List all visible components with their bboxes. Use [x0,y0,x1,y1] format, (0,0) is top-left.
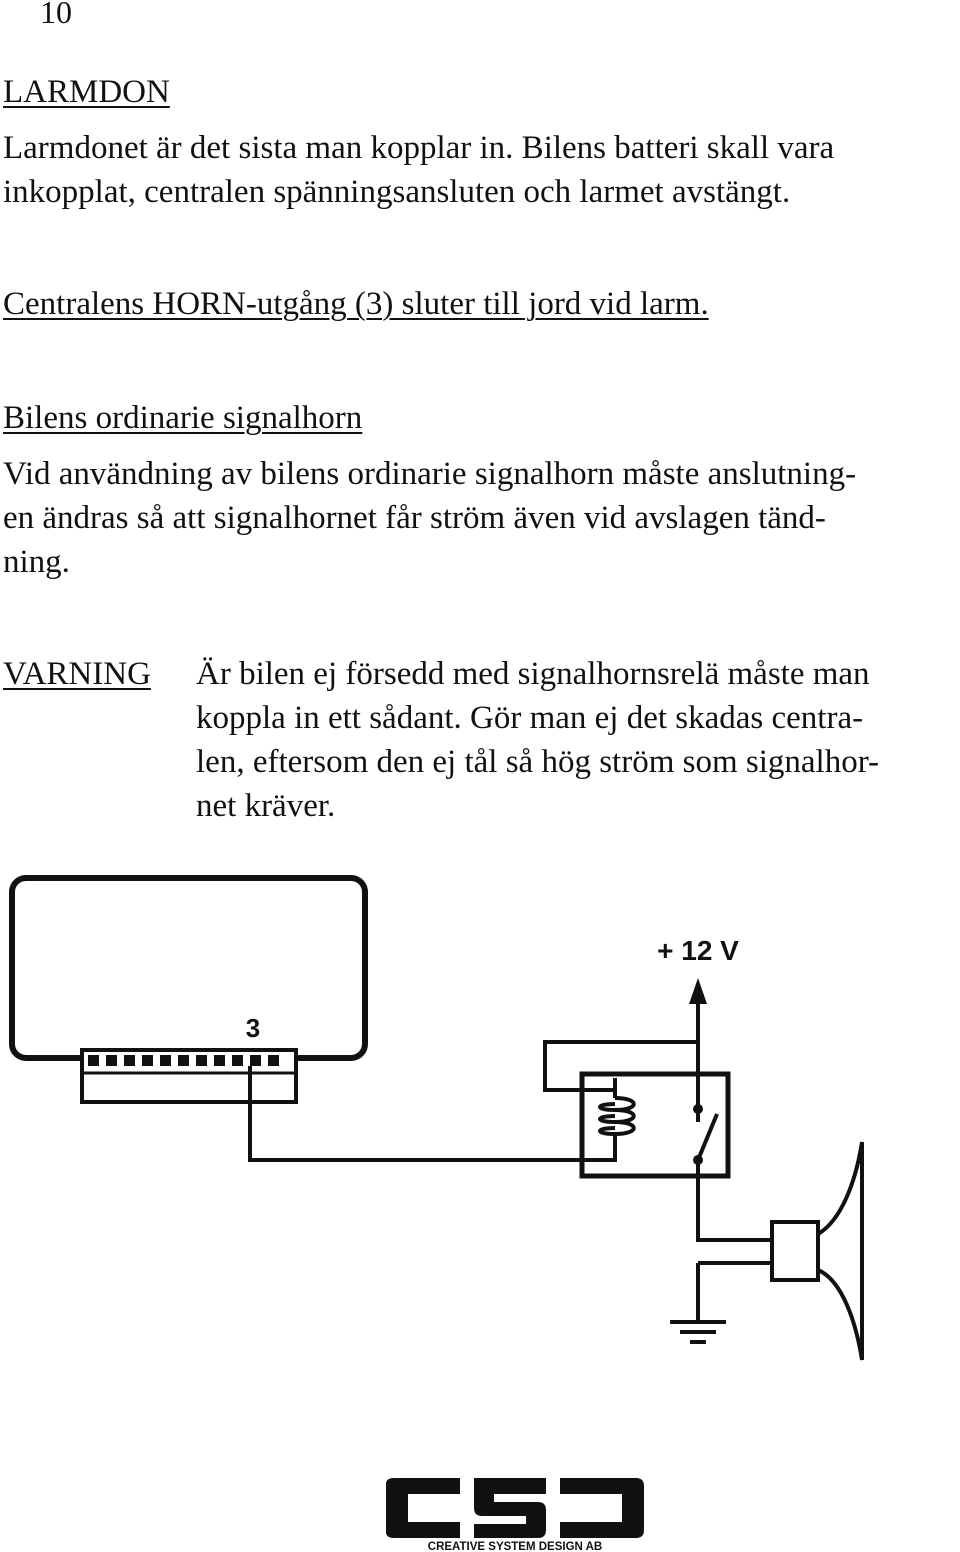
intro-line: Larmdonet är det sista man kopplar in. Bilens batteri skall vara [3,130,835,166]
warning-label: VARNING [3,656,151,692]
ground-icon [670,1322,726,1342]
warning-line: len, eftersom den ej tål så hög ström som signalhor- [196,744,880,780]
central-unit [12,878,365,1102]
intro-paragraph [3,126,953,214]
intro-line: inkopplat, centralen spänningsansluten och larmet avstängt. [3,174,791,210]
relay-coil-icon [600,1078,634,1134]
signalhorn-line: ning. [3,544,70,580]
terminal-label: 3 [245,1013,261,1043]
horn-icon [772,1142,862,1360]
warning-line: net kräver. [196,788,336,824]
warning-paragraph [196,652,956,828]
terminal-block [88,1055,279,1066]
warning-line: Är bilen ej försedd med signalhornsrelä måste man [196,656,870,692]
page-number: 10 [40,0,72,30]
company-name: CREATIVE SYSTEM DESIGN AB [427,1541,603,1552]
warning-line: koppla in ett sådant. Gör man ej det skadas centra- [196,700,864,736]
relay-switch-icon [693,1104,717,1165]
horn-output-heading: Centralens HORN-utgång (3) sluter till jord vid larm. [3,286,709,322]
signalhorn-line: Vid användning av bilens ordinarie signalhorn måste anslutning- [3,456,857,492]
horn-output-wire [250,1066,615,1160]
signalhorn-paragraph [3,452,953,584]
section-heading-signalhorn: Bilens ordinarie signalhorn [3,400,363,436]
wiring-diagram [0,860,960,1460]
csd-logo [386,1474,644,1552]
voltage-label: + 12 V [657,935,739,966]
section-heading-larmdon: LARMDON [3,74,170,110]
signalhorn-line: en ändras så att signalhornet får ström även vid avslagen tänd- [3,500,826,536]
